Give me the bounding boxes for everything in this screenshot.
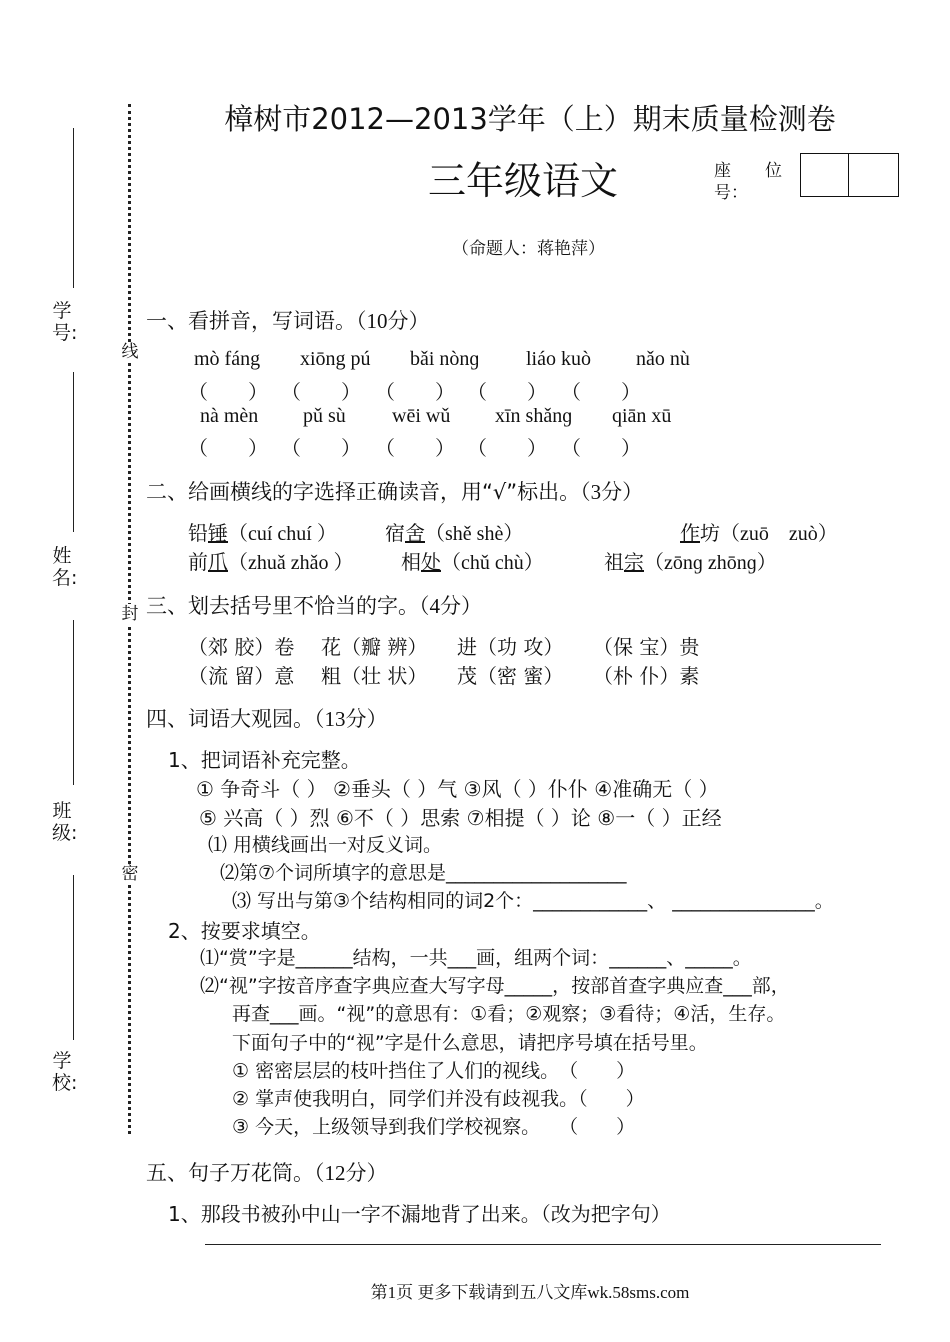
answer-blank[interactable]: （ ） — [561, 436, 641, 460]
q4-1-row2[interactable]: ⑤ 兴高（ ）烈 ⑥不（ ）思索 ⑦相提（ ）论 ⑧一（ ）正经 — [199, 806, 722, 830]
pinyin-10: qiān xū — [612, 405, 672, 427]
class-label: 班级: — [52, 800, 78, 844]
pinyin-3: bǎi nònɡ — [410, 348, 480, 370]
reading-item: 宿舍（shě shè） — [385, 521, 524, 545]
section-3-points: （4分） — [419, 594, 482, 618]
section-5-heading: 五、句子万花筒。 — [146, 1161, 314, 1185]
q4-2-sub2-c: 下面句子中的“视”字是什么意思，请把序号填在括号里。 — [232, 1032, 708, 1054]
seat-number-box[interactable] — [800, 153, 899, 197]
q4-2-sub1[interactable]: ⑴“赏”字是______结构，一共___画，组两个词：______、_____。 — [200, 947, 752, 969]
name-label: 姓名: — [52, 545, 78, 589]
pinyin-5: nǎo nù — [636, 348, 690, 370]
page-footer: 第1页 更多下载请到五八文库wk.58sms.com — [370, 1283, 690, 1302]
section-1-heading: 一、看拼音，写词语。 — [146, 309, 356, 333]
section-2-title — [146, 476, 643, 506]
section-3-heading: 三、划去括号里不恰当的字。 — [146, 594, 419, 618]
answer-blank[interactable]: （ ） — [467, 436, 547, 460]
reading-item: 祖宗（zōnɡ zhōnɡ） — [604, 550, 777, 574]
answer-blank[interactable]: （ ） — [188, 380, 268, 404]
answer-blank[interactable]: （ ） — [375, 380, 455, 404]
exam-title: 樟树市2012—2013学年（上）期末质量检测卷 — [224, 102, 836, 136]
section-1-points: （10分） — [356, 309, 430, 333]
q4-1-row1[interactable]: ① 争奇斗（ ） ②垂头（ ）气 ③风（ ）仆仆 ④准确无（ ） — [196, 777, 719, 801]
section-1-title — [146, 305, 430, 335]
seal-char-xian: 线 — [121, 342, 139, 362]
q4-2-sub2-b[interactable]: 再查___画。“视”的意思有：①看；②观察；③看待；④活，生存。 — [232, 1003, 786, 1025]
class-line — [73, 620, 74, 785]
seal-char-feng: 封 — [121, 604, 139, 624]
pinyin-4: liáo kuò — [526, 348, 591, 370]
reading-item: 相处（chǔ chù） — [401, 550, 544, 574]
choice-item[interactable]: 茂（密 蜜） — [457, 664, 564, 688]
name-line — [73, 372, 74, 532]
section-2-points: （3分） — [580, 480, 644, 504]
q4-2-sentence-1[interactable]: ① 密密层层的枝叶挡住了人们的视线。 （ ） — [232, 1060, 636, 1082]
underlined-char: 舍 — [405, 521, 425, 545]
student-id-label: 学号: — [52, 300, 78, 344]
author-line: （命题人：蒋艳萍） — [452, 239, 605, 259]
answer-blank[interactable]: （ ） — [561, 380, 641, 404]
section-4-heading: 四、词语大观园。 — [146, 707, 314, 731]
choice-item[interactable]: 花（瓣 辨） — [321, 635, 428, 659]
q4-1-sub1: ⑴ 用横线画出一对反义词。 — [208, 834, 443, 856]
exam-subject: 三年级语文 — [428, 159, 619, 203]
pinyin-1: mò fáng — [194, 348, 261, 370]
answer-blank[interactable]: （ ） — [281, 380, 361, 404]
q4-1-prompt: 1、把词语补充完整。 — [168, 748, 361, 772]
section-4-title — [146, 703, 388, 733]
q4-1-sub3[interactable]: ⑶ 写出与第③个结构相同的词2个：____________、 _______________。 — [232, 890, 834, 912]
underlined-char: 锤 — [208, 521, 228, 545]
underlined-char: 宗 — [624, 550, 644, 574]
underlined-char: 爪 — [208, 550, 228, 574]
q4-1-sub2[interactable]: ⑵第⑦个词所填字的意思是___________________ — [220, 862, 627, 884]
q5-1-answer-line[interactable] — [205, 1244, 881, 1245]
seat-label-line1: 座 位 — [714, 161, 782, 181]
reading-item: 作坊（zuō zuò） — [680, 521, 838, 545]
section-4-points: （13分） — [314, 707, 388, 731]
choice-item[interactable]: （郊 胶）卷 — [188, 635, 295, 659]
q4-2-prompt: 2、按要求填空。 — [168, 919, 321, 943]
choice-item[interactable]: （流 留）意 — [188, 664, 295, 688]
q4-2-sentence-3[interactable]: ③ 今天，上级领导到我们学校视察。 （ ） — [232, 1116, 636, 1138]
answer-blank[interactable]: （ ） — [375, 436, 455, 460]
pinyin-9: xīn shǎnɡ — [495, 405, 573, 427]
answer-blank[interactable]: （ ） — [467, 380, 547, 404]
section-5-title — [146, 1157, 388, 1187]
pinyin-7: pǔ sù — [303, 405, 346, 427]
q4-2-sub2-a[interactable]: ⑵“视”字按音序查字典应查大写字母_____，按部首查字典应查___部， — [200, 975, 790, 997]
q4-2-sentence-2[interactable]: ② 掌声使我明白，同学们并没有歧视我。（ ） — [232, 1088, 645, 1110]
seat-label-line2: 号： — [714, 183, 748, 203]
reading-item: 前爪（zhuǎ zhǎo ） — [188, 550, 354, 574]
pinyin-2: xiōng pú — [300, 348, 371, 370]
answer-blank[interactable]: （ ） — [281, 436, 361, 460]
choice-item[interactable]: （保 宝）贵 — [593, 635, 700, 659]
pinyin-6: nà mèn — [200, 405, 259, 427]
pinyin-8: wēi wǔ — [392, 405, 451, 427]
school-line — [73, 875, 74, 1040]
underlined-char: 作 — [680, 521, 700, 545]
school-label: 学校: — [52, 1050, 78, 1094]
q5-1-prompt: 1、那段书被孙中山一字不漏地背了出来。（改为把字句） — [168, 1202, 671, 1226]
choice-item[interactable]: 进（功 攻） — [457, 635, 564, 659]
reading-item: 铅锤（cuí chuí ） — [188, 521, 337, 545]
section-2-heading: 二、给画横线的字选择正确读音，用“√”标出。 — [146, 480, 581, 504]
section-3-title — [146, 590, 482, 620]
answer-blank[interactable]: （ ） — [188, 436, 268, 460]
section-5-points: （12分） — [314, 1161, 388, 1185]
choice-item[interactable]: 粗（壮 状） — [321, 664, 428, 688]
choice-item[interactable]: （朴 仆）素 — [593, 664, 700, 688]
seal-char-mi: 密 — [121, 864, 139, 884]
student-id-line — [73, 128, 74, 288]
seat-number-label — [714, 160, 782, 204]
underlined-char: 处 — [421, 550, 441, 574]
